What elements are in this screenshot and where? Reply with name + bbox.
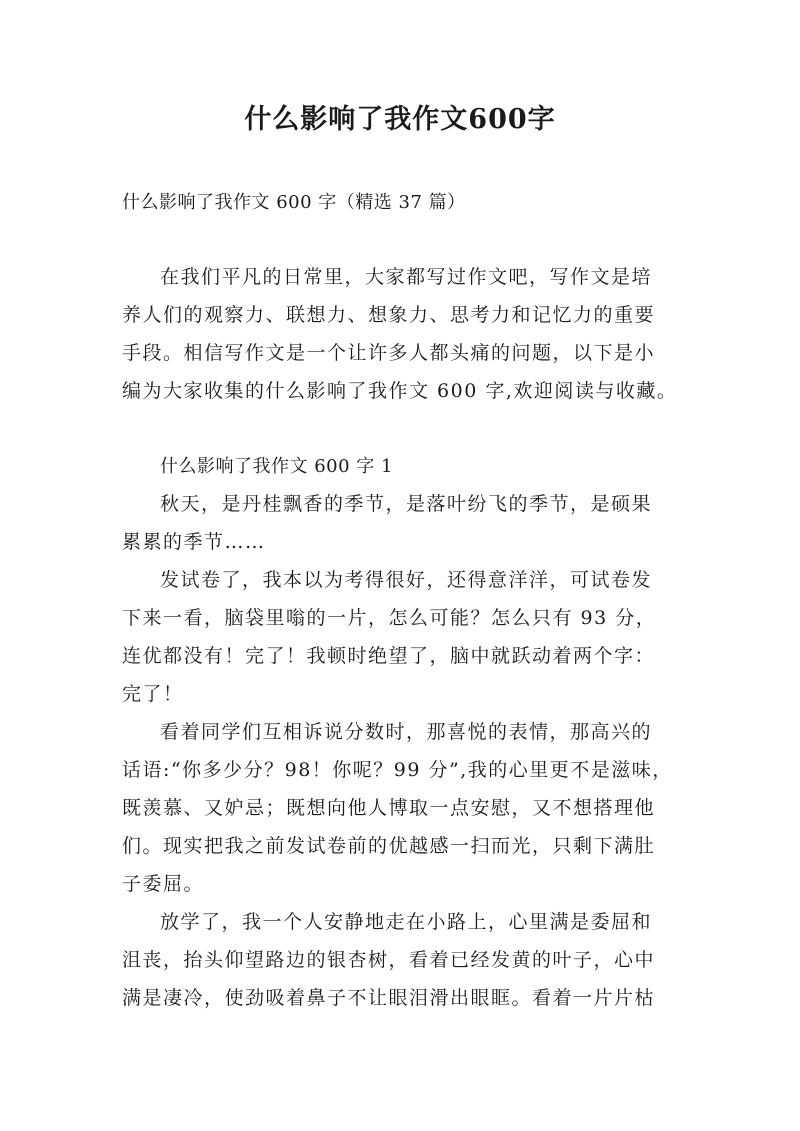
document-subtitle: 什么影响了我作文 600 字（精选 37 篇） [122, 192, 466, 213]
body-line: 话语:“你多少分？98！你呢？99 分”,我的心里更不是滋味， [122, 759, 673, 781]
body-line: 放学了，我一个人安静地走在小路上，心里满是委屈和 [160, 911, 653, 933]
intro-line: 编为大家收集的什么影响了我作文 600 字,欢迎阅读与收藏。 [122, 380, 678, 402]
body-line: 看着同学们互相诉说分数时，那喜悦的表情，那高兴的 [160, 721, 653, 743]
intro-line: 手段。相信写作文是一个让许多人都头痛的问题，以下是小 [122, 342, 656, 364]
document-title: 什么影响了我作文600字 [244, 104, 556, 135]
section-heading: 什么影响了我作文 600 字 1 [160, 456, 393, 477]
body-line: 沮丧，抬头仰望路边的银杏树，看着已经发黄的叶子，心中 [122, 949, 656, 971]
intro-line: 养人们的观察力、联想力、想象力、思考力和记忆力的重要 [122, 304, 656, 326]
body-line: 完了！ [122, 683, 184, 705]
body-line: 连优都没有！完了！我顿时绝望了，脑中就跃动着两个字： [122, 645, 656, 667]
body-line: 发试卷了，我本以为考得很好，还得意洋洋，可试卷发 [160, 569, 653, 591]
intro-line: 在我们平凡的日常里，大家都写过作文吧，写作文是培 [160, 266, 653, 288]
body-line: 下来一看，脑袋里嗡的一片，怎么可能？怎么只有 93 分， [122, 607, 657, 629]
body-line: 秋天，是丹桂飘香的季节，是落叶纷飞的季节，是硕果 [160, 493, 653, 515]
body-line: 满是凄冷，使劲吸着鼻子不让眼泪滑出眼眶。看着一片片枯 [122, 987, 656, 1009]
body-line: 累累的季节…… [122, 531, 266, 553]
body-line: 子委屈。 [122, 873, 205, 895]
body-line: 既羡慕、又妒忌；既想向他人博取一点安慰，又不想搭理他 [122, 797, 656, 819]
body-line: 们。现实把我之前发试卷前的优越感一扫而光，只剩下满肚 [122, 835, 656, 857]
